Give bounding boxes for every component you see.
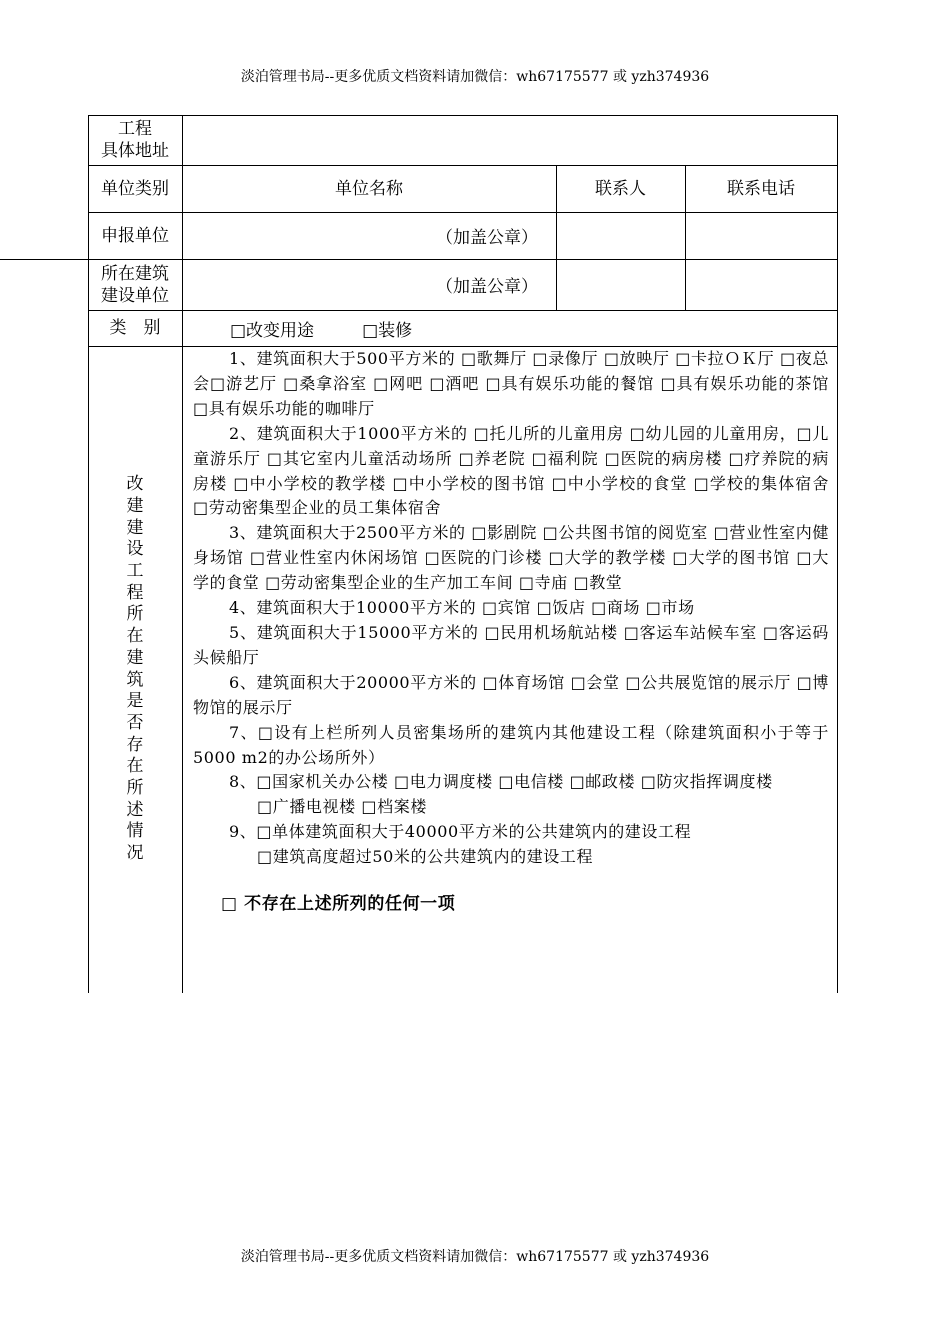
- margin-rule: [0, 259, 88, 260]
- list-item[interactable]: 2、建筑面积大于1000平方米的 □托儿所的儿童用房 □幼儿园的儿童用房，□儿童游乐厅 □其它室内儿童活动场所 □养老院 □福利院 □医院的病房楼 □疗养院的病房楼 □中小学校的教学楼 □中小学校的图书馆 □中小学校的食堂 □学校的集体宿舍 □劳动密集型企业的员工集体宿舍: [193, 423, 829, 518]
- situation-list: [193, 347, 829, 992]
- row-building-owner: 所在建筑 建设单位: [101, 263, 169, 306]
- checkbox-change-use[interactable]: □改变用途: [230, 320, 315, 341]
- col-unit-type: 单位类别: [101, 178, 169, 199]
- list-item[interactable]: 4、建筑面积大于10000平方米的 □宾馆 □饭店 □商场 □市场: [229, 598, 695, 618]
- category-label: 类 别: [109, 318, 161, 338]
- col-phone: 联系电话: [727, 178, 795, 199]
- list-item[interactable]: 7、□设有上栏所列人员密集场所的建筑内其他建设工程（除建筑面积小于等于5000 m2的办公场所外）: [193, 722, 829, 767]
- list-item[interactable]: 6、建筑面积大于20000平方米的 □体育场馆 □会堂 □公共展览馆的展示厅 □博物馆的展示厅: [193, 672, 829, 717]
- checkbox-renovation[interactable]: □装修: [362, 320, 413, 341]
- page-footer: 淡泊管理书局--更多优质文档资料请加微信：wh67175577 或 yzh374936: [240, 1249, 710, 1265]
- category-options: [182, 310, 837, 346]
- page-header: 淡泊管理书局--更多优质文档资料请加微信：wh67175577 或 yzh374936: [240, 69, 710, 85]
- list-item[interactable]: 8、□国家机关办公楼 □电力调度楼 □电信楼 □邮政楼 □防灾指挥调度楼: [229, 772, 773, 792]
- address-field[interactable]: [183, 116, 837, 165]
- row-applicant: 申报单位: [101, 225, 169, 246]
- list-item[interactable]: 9、□单体建筑面积大于40000平方米的公共建筑内的建设工程: [229, 822, 692, 842]
- situation-label: 改建建设工程所在建筑是否存在所述情况: [126, 474, 144, 864]
- list-item[interactable]: □广播电视楼 □档案楼: [257, 797, 427, 817]
- list-item[interactable]: 5、建筑面积大于15000平方米的 □民用机场航站楼 □客运车站候车室 □客运码头候船厅: [193, 622, 829, 667]
- applicant-contact-field[interactable]: [557, 213, 685, 259]
- applicant-name-field[interactable]: [182, 212, 556, 259]
- owner-name-field[interactable]: [182, 259, 556, 310]
- applicant-phone-field[interactable]: [686, 213, 837, 259]
- seal-note: （加盖公章）: [436, 228, 538, 248]
- list-item[interactable]: □建筑高度超过50米的公共建筑内的建设工程: [257, 847, 594, 867]
- owner-contact-field[interactable]: [557, 260, 685, 310]
- list-item[interactable]: 3、建筑面积大于2500平方米的 □影剧院 □公共图书馆的阅览室 □营业性室内健身场馆 □营业性室内休闲场馆 □医院的门诊楼 □大学的教学楼 □大学的图书馆 □大学的食堂 □劳动密集型企业的生产加工车间 □寺庙 □教堂: [193, 523, 829, 593]
- list-item[interactable]: 1、建筑面积大于500平方米的 □歌舞厅 □录像厅 □放映厅 □卡拉ＯＫ厅 □夜总会□游艺厅 □桑拿浴室 □网吧 □酒吧 □具有娱乐功能的餐馆 □具有娱乐功能的茶馆 □具有娱乐功能的咖啡厅: [193, 349, 829, 418]
- owner-phone-field[interactable]: [686, 260, 837, 310]
- checkbox-none[interactable]: □ 不存在上述所列的任何一项: [221, 894, 456, 915]
- col-unit-name: 单位名称: [335, 178, 403, 199]
- seal-note: （加盖公章）: [436, 277, 538, 297]
- address-label: 工程 具体地址: [101, 119, 169, 161]
- col-contact: 联系人: [595, 178, 646, 199]
